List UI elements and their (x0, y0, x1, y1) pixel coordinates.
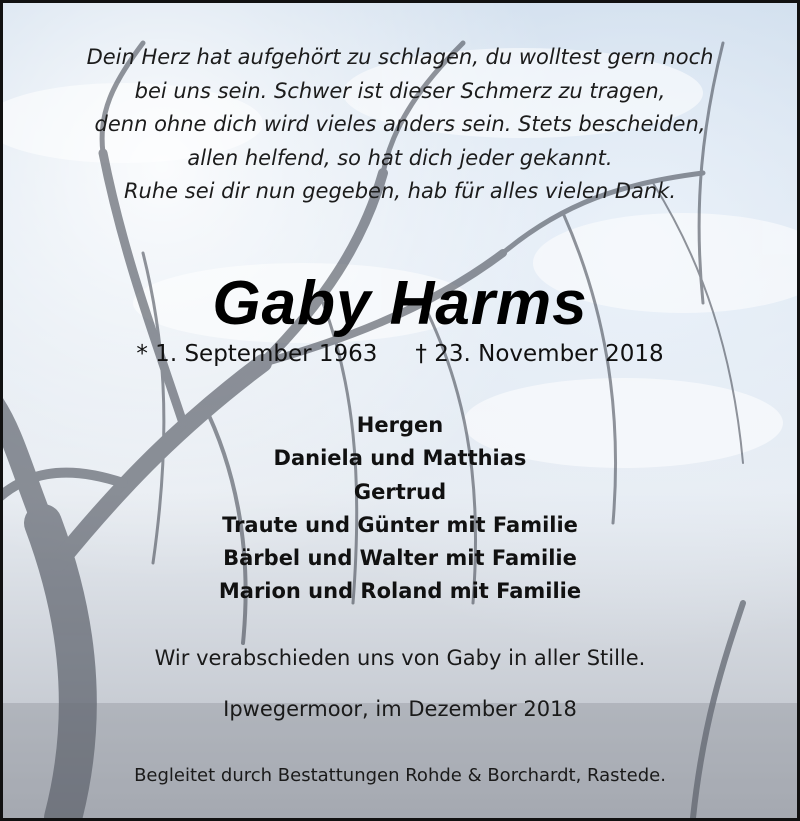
mourner: Traute und Günter mit Familie (222, 512, 578, 537)
farewell-text: Wir verabschieden uns von Gaby in aller Stille. (154, 646, 646, 670)
place-date: Ipwegermoor, im Dezember 2018 (223, 697, 577, 721)
mourners-list (3, 409, 797, 609)
verse-line: bei uns sein. Schwer ist dieser Schmerz zu tragen, (134, 78, 666, 103)
mourner: Marion und Roland mit Familie (218, 579, 582, 604)
verse-line: allen helfend, so hat dich jeder gekannt. (187, 145, 613, 170)
verse-line: Dein Herz hat aufgehört zu schlagen, du wolltest gern noch (86, 45, 714, 69)
mourner: Gertrud (353, 479, 447, 504)
mourner: Bärbel und Walter mit Familie (223, 546, 577, 571)
undertaker-note: Begleitet durch Bestattungen Rohde & Borchardt, Rastede. (134, 765, 666, 786)
death-date: † 23. November 2018 (415, 341, 664, 367)
verse (3, 41, 797, 209)
mourner: Daniela und Matthias (273, 446, 527, 471)
life-dates (3, 341, 797, 367)
deceased-name: Gaby Harms (212, 269, 588, 338)
verse-line: denn ohne dich wird vieles anders sein. Stets bescheiden, (94, 112, 706, 136)
mourner: Hergen (356, 413, 444, 437)
birth-date: * 1. September 1963 (136, 341, 378, 367)
verse-line: Ruhe sei dir nun gegeben, hab für alles vielen Dank. (123, 179, 677, 203)
